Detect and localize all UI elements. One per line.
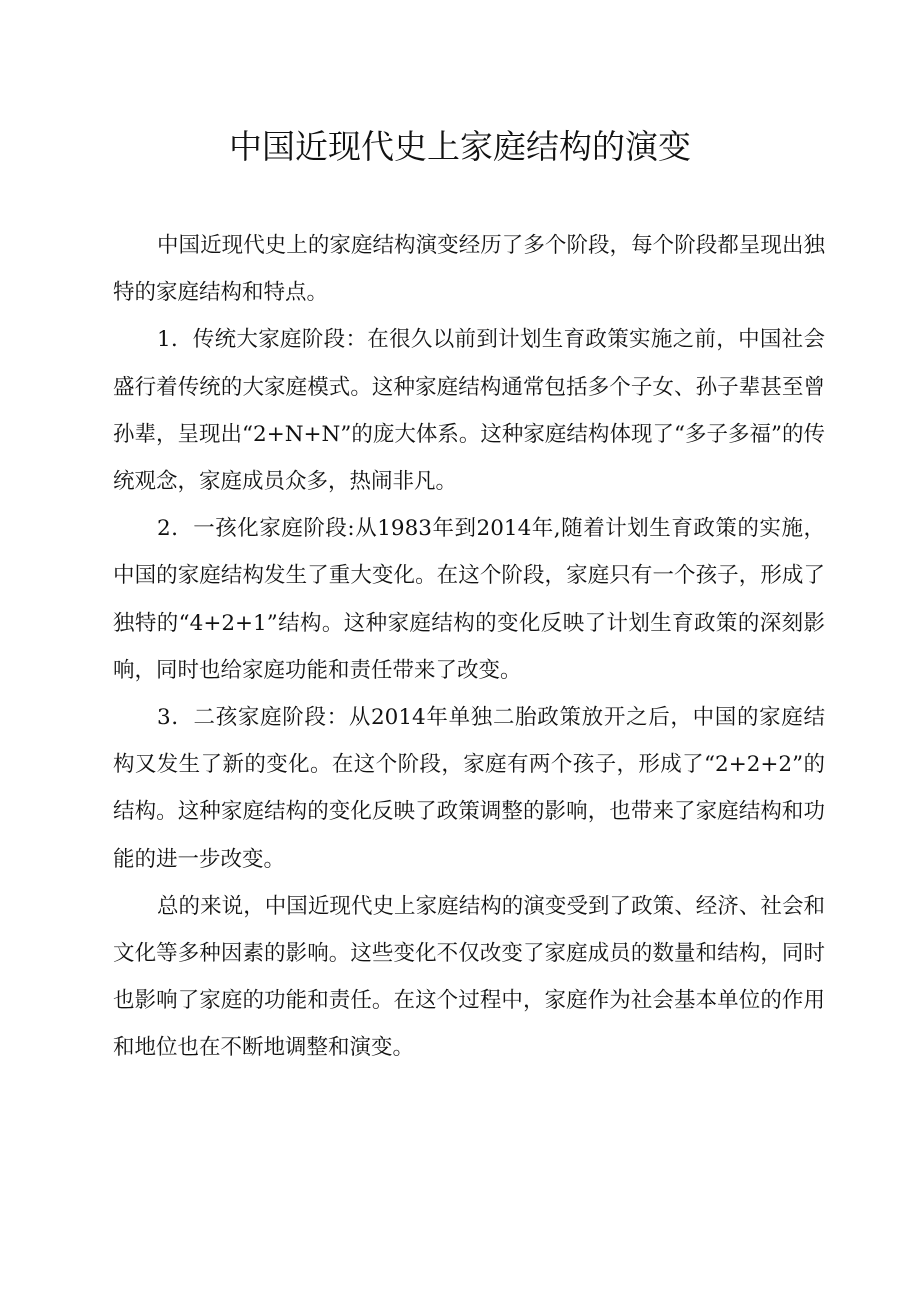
paragraph-two-child-family: 3．二孩家庭阶段：从2014年单独二胎政策放开之后，中国的家庭结构又发生了新的变化。在这个阶段，家庭有两个孩子，形成了“2+2+2”的结构。这种家庭结构的变化反映了政策调整的影响，也带来了家庭结构和功能的进一步改变。 (113, 705, 825, 872)
paragraph-traditional-family: 1．传统大家庭阶段：在很久以前到计划生育政策实施之前，中国社会盛行着传统的大家庭模式。这种家庭结构通常包括多个子女、孙子辈甚至曾孙辈，呈现出“2+N+N”的庞大体系。这种家庭结构体现了“多子多福”的传统观念，家庭成员众多，热闹非凡。 (113, 327, 825, 495)
document-title: 中国近现代史上家庭结构的演变 (229, 127, 691, 166)
paragraph-intro: 中国近现代史上的家庭结构演变经历了多个阶段，每个阶段都呈现出独特的家庭结构和特点。 (113, 233, 825, 306)
paragraph-conclusion: 总的来说，中国近现代史上家庭结构的演变受到了政策、经济、社会和文化等多种因素的影响。这些变化不仅改变了家庭成员的数量和结构，同时也影响了家庭的功能和责任。在这个过程中，家庭作为社会基本单位的作用和地位也在不断地调整和演变。 (113, 893, 825, 1061)
document-body (113, 222, 825, 1072)
paragraph-one-child-family: 2．一孩化家庭阶段:从1983年到2014年,随着计划生育政策的实施，中国的家庭结构发生了重大变化。在这个阶段，家庭只有一个孩子，形成了独特的“4+2+1”结构。这种家庭结构的变化反映了计划生育政策的深刻影响，同时也给家庭功能和责任带来了改变。 (113, 516, 825, 683)
